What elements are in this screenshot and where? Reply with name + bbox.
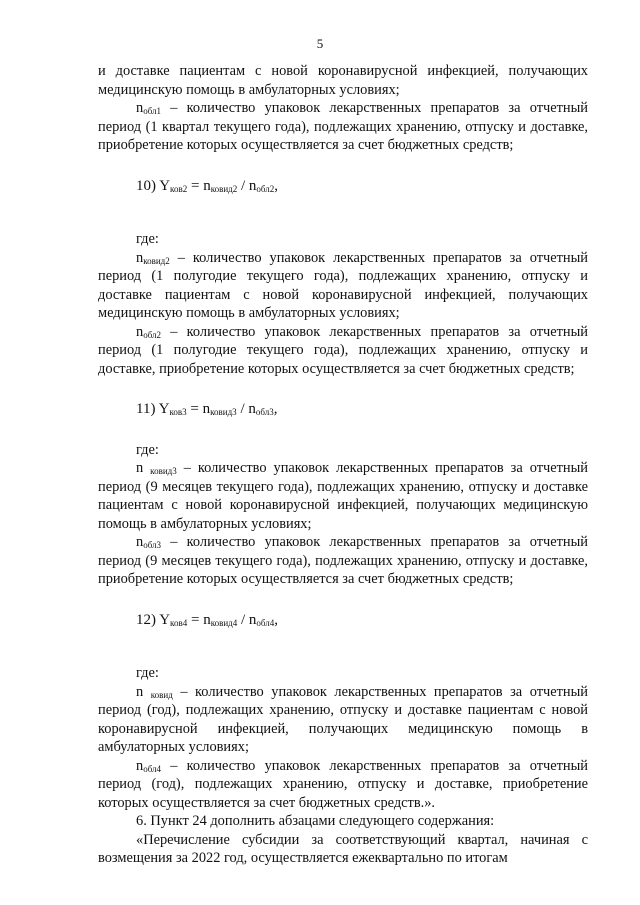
formula-numerator: n: [203, 611, 211, 628]
formula-y: Y: [159, 611, 171, 628]
definition-text: – количество упаковок лекарственных препаратов за отчетный период (год), подлежащих хранению, отпуску и доставке пациентам с новой коронавирусной инфекцией, получающих медицинскую помощь в амбулаторных условиях;: [98, 683, 588, 755]
formula-numerator: n: [202, 401, 211, 417]
formula-12: [98, 611, 588, 630]
formula-y-subscript: ков2: [170, 183, 188, 194]
variable-symbol: n: [136, 323, 144, 340]
formula-number: 12): [136, 611, 160, 628]
formula-divide: /: [236, 401, 249, 417]
paragraph-intro: и доставке пациентам с новой коронавирусной инфекцией, получающих медицинскую помощь в амбулаторных условиях;: [98, 63, 588, 98]
definition-n-obl1: [98, 99, 588, 155]
formula-denominator-subscript: обл4: [256, 617, 275, 628]
formula-number: 11): [136, 401, 159, 417]
formula-end: ,: [274, 177, 279, 194]
variable-symbol: n: [136, 534, 144, 550]
page-number: 5: [316, 36, 324, 51]
formula-numerator: n: [203, 177, 211, 194]
variable-subscript: обл4: [143, 763, 162, 774]
formula-equals: =: [187, 177, 204, 194]
definition-n-kovid: [98, 683, 588, 757]
definition-n-obl4: [98, 757, 588, 813]
formula-number: 10): [136, 177, 160, 194]
paragraph-quote: «Перечисление субсидии за соответствующий квартал, начиная с возмещения за 2022 год, осуществляется ежеквартально по итогам: [98, 831, 588, 866]
formula-equals: =: [186, 401, 203, 417]
formula-end: ,: [273, 401, 278, 417]
formula-denominator: n: [248, 401, 256, 417]
where-label-3: где:: [136, 665, 159, 681]
formula-equals: =: [187, 611, 204, 628]
definition-text: – количество упаковок лекарственных препаратов за отчетный период (1 полугодие текущего года), подлежащих хранению, отпуску и доставке, приобретение которых осуществляется за счет бюджетных средств;: [98, 323, 588, 377]
variable-symbol: n: [136, 249, 144, 266]
formula-y-subscript: ков4: [170, 617, 188, 628]
formula-denominator-subscript: обл2: [256, 183, 275, 194]
formula-y: Y: [158, 401, 170, 417]
variable-symbol: n: [136, 460, 151, 476]
definition-text: – количество упаковок лекарственных препаратов за отчетный период (1 полугодие текущего года), подлежащих хранению, отпуску и доставке пациентам с новой коронавирусной инфекцией, получающих медицинскую помощь в амбулаторных условиях;: [98, 249, 588, 321]
definition-text: – количество упаковок лекарственных препаратов за отчетный период (год), подлежащих хранению, отпуску и доставке, приобретение которых осуществляется за счет бюджетных средств.».: [98, 757, 588, 811]
formula-y: Y: [159, 177, 171, 194]
definition-n-obl3: [98, 533, 588, 589]
document-body: [98, 62, 588, 868]
variable-subscript: обл1: [143, 106, 162, 116]
variable-subscript: ковид2: [143, 255, 170, 266]
definition-n-kovid3: [98, 459, 588, 533]
formula-numerator-subscript: ковид2: [210, 183, 238, 194]
formula-divide: /: [237, 177, 249, 194]
variable-symbol: n: [136, 100, 144, 116]
definition-n-kovid2: [98, 249, 588, 323]
definition-text: – количество упаковок лекарственных препаратов за отчетный период (1 квартал текущего года), подлежащих хранению, отпуску и доставке, приобретение которых осуществляется за счет бюджетных средств;: [98, 100, 588, 153]
where-label-1: где:: [136, 231, 159, 247]
formula-end: ,: [274, 611, 279, 628]
definition-text: – количество упаковок лекарственных препаратов за отчетный период (9 месяцев текущего года), подлежащих хранению, отпуску и доставке, приобретение которых осуществляется за счет бюджетных средств;: [98, 534, 588, 587]
formula-10: [98, 177, 588, 196]
formula-divide: /: [237, 611, 249, 628]
formula-denominator: n: [248, 611, 257, 628]
variable-subscript: обл2: [143, 329, 162, 340]
formula-denominator-subscript: обл3: [255, 407, 274, 417]
variable-subscript: ковид: [150, 689, 173, 700]
formula-numerator-subscript: ковид4: [210, 617, 238, 628]
where-label-2: где:: [136, 441, 159, 458]
variable-symbol: n: [136, 757, 144, 774]
formula-y-subscript: ков3: [169, 407, 187, 417]
variable-subscript: обл3: [143, 540, 162, 550]
variable-subscript: ковид3: [150, 466, 177, 476]
formula-numerator-subscript: ковид3: [210, 407, 237, 417]
variable-symbol: n: [136, 683, 151, 700]
paragraph-item-6: 6. Пункт 24 дополнить абзацами следующего содержания:: [136, 813, 495, 829]
formula-denominator: n: [248, 177, 257, 194]
definition-text: – количество упаковок лекарственных препаратов за отчетный период (9 месяцев текущего года), подлежащих хранению, отпуску и доставке пациентам с новой коронавирусной инфекцией, получающих медицинскую помощь в амбулаторных условиях;: [98, 460, 588, 532]
definition-n-obl2: [98, 323, 588, 379]
formula-11: [98, 400, 588, 419]
